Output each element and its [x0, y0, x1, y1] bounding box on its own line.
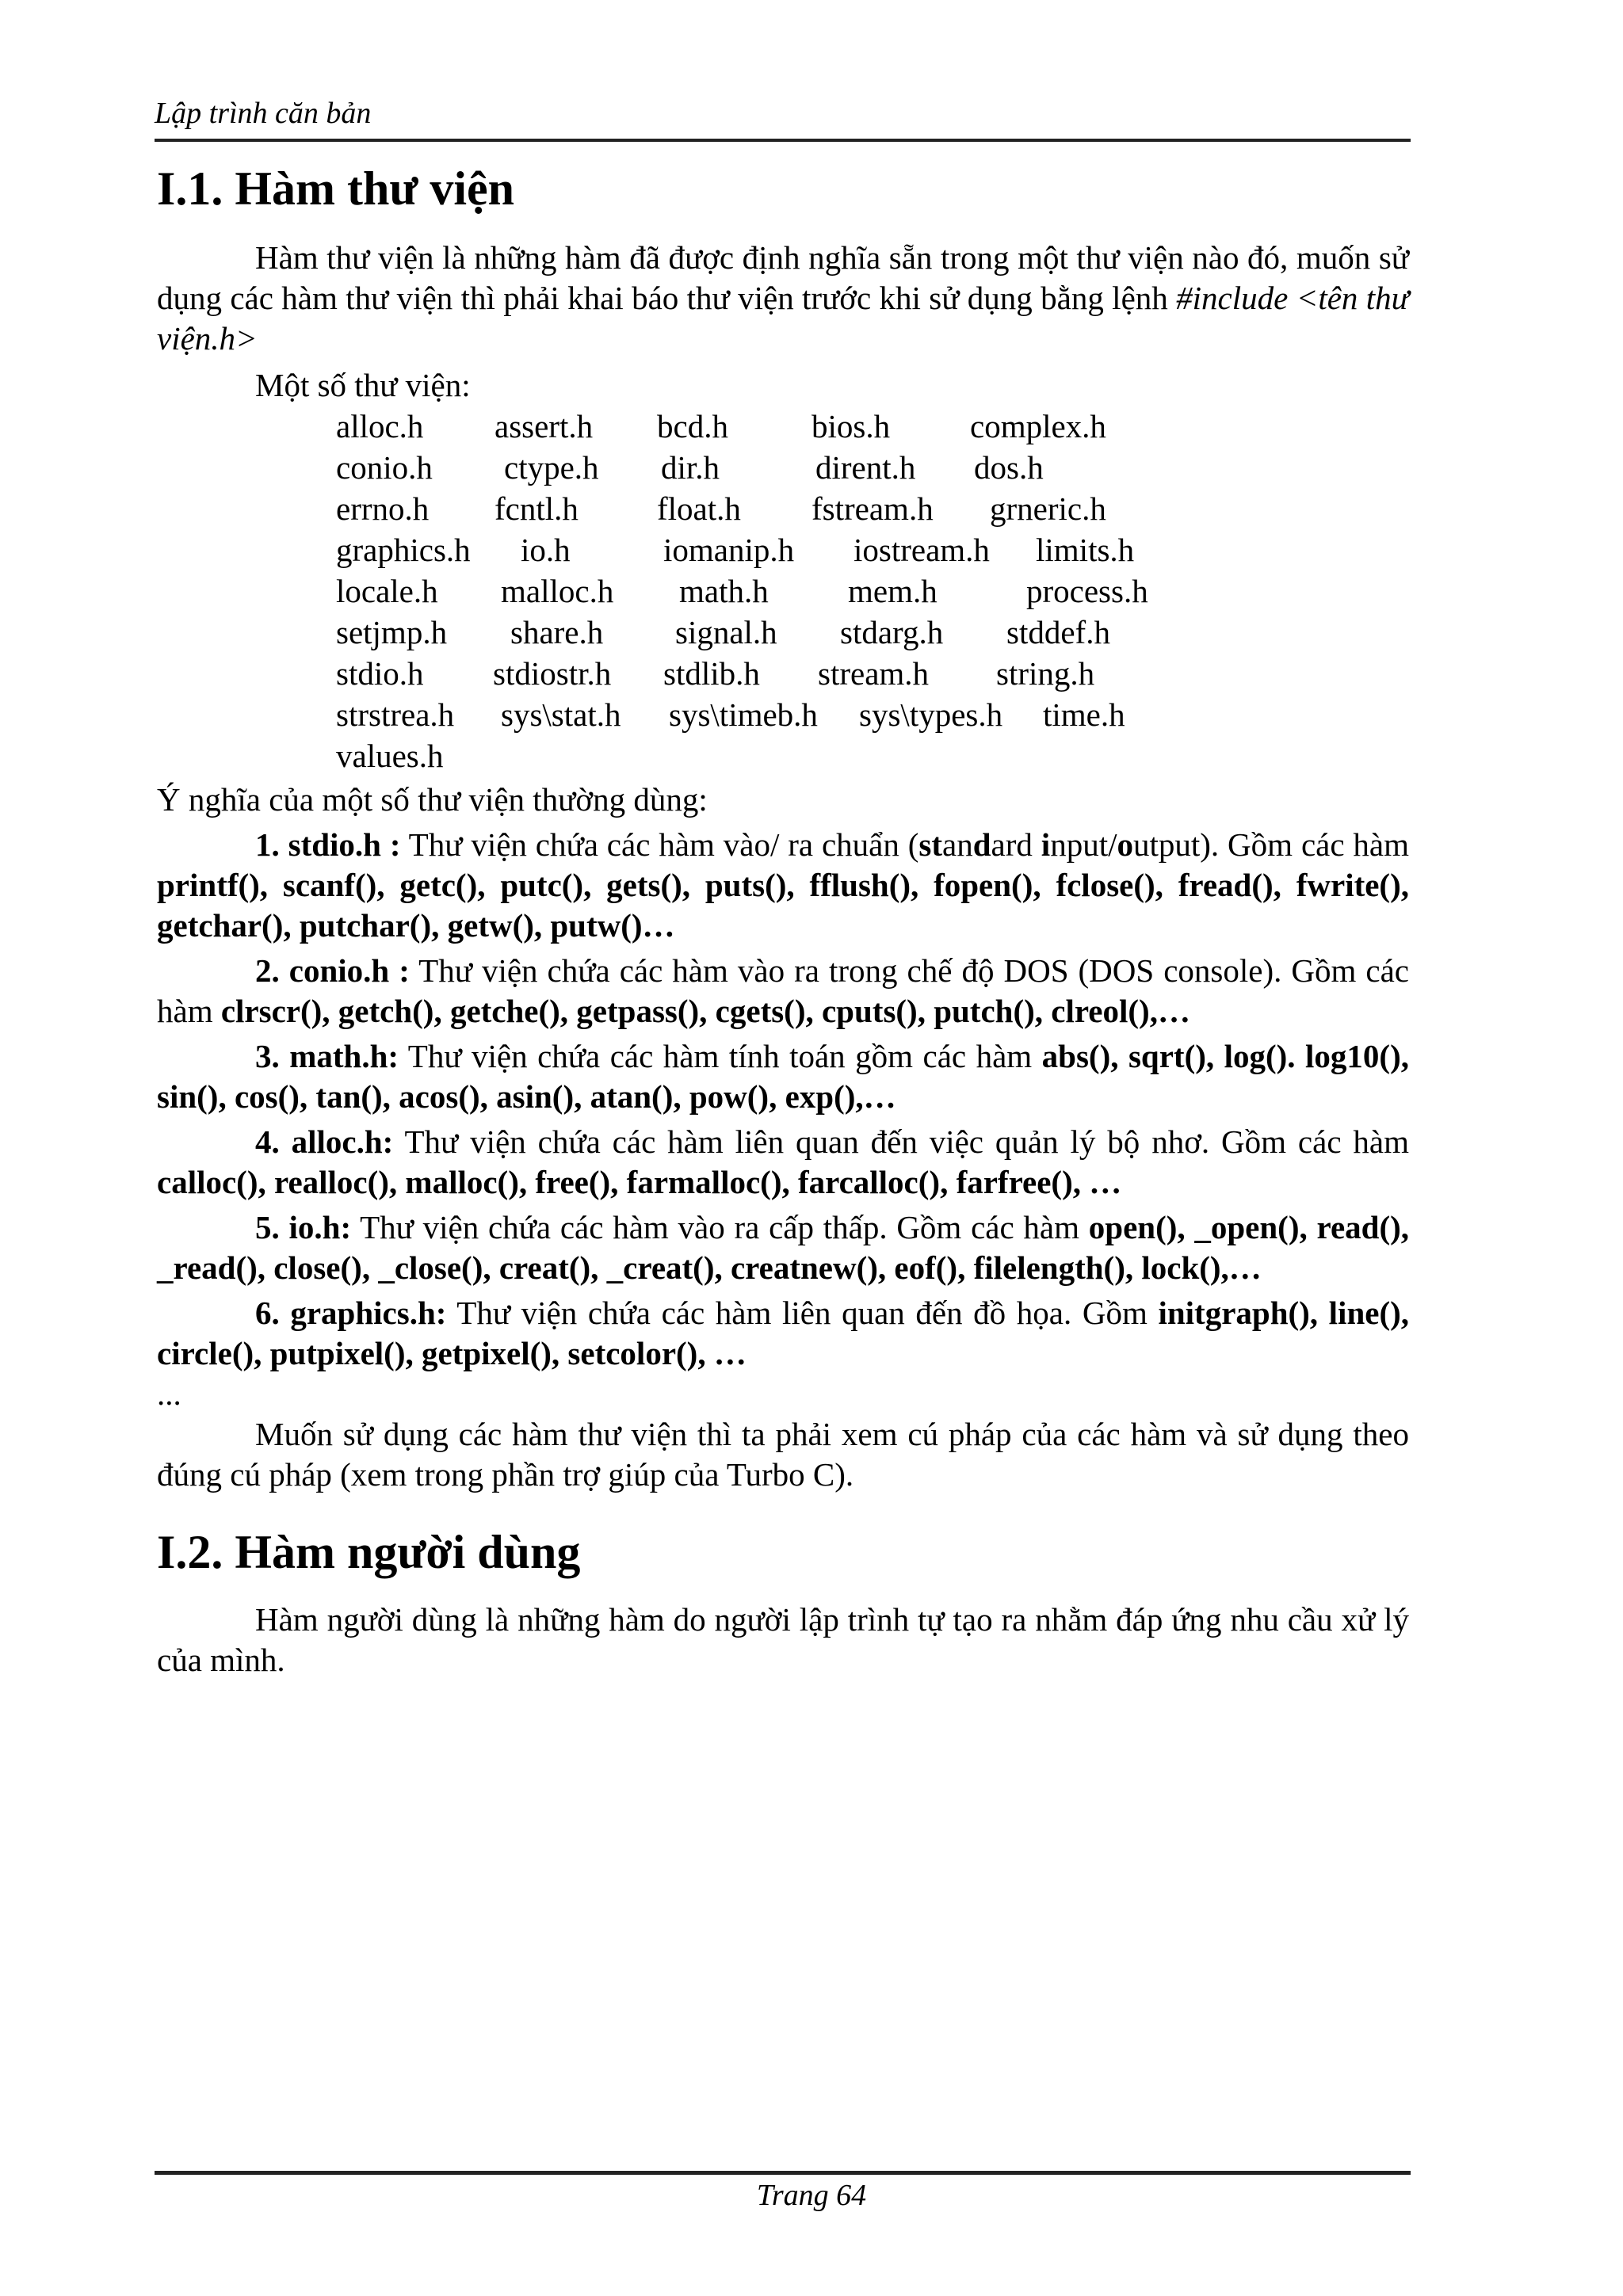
page-content	[157, 157, 1409, 1680]
intro-paragraph	[157, 238, 1409, 359]
ellipsis: ...	[157, 1375, 181, 1412]
library-row	[336, 406, 1409, 447]
footer-rule	[155, 2171, 1411, 2175]
library-name: alloc.h	[336, 408, 424, 444]
item-text: utput). Gồm các hàm	[1132, 826, 1410, 863]
library-name: math.h	[679, 573, 769, 609]
item-emphasis: i	[1041, 826, 1051, 863]
item-head: 6. graphics.h:	[255, 1295, 447, 1331]
library-item-math	[157, 1036, 1409, 1117]
item-head: 2. conio.h :	[255, 952, 410, 989]
item-functions: open(), _open(), read(), _read(), close(), _close(), creat(), _creat(), creatnew(), eof(), filelength(), lock(),…	[157, 1209, 1409, 1286]
library-name: values.h	[336, 738, 444, 774]
library-name: bios.h	[812, 408, 891, 444]
library-name: io.h	[521, 532, 571, 568]
library-name: stdlib.h	[663, 655, 760, 692]
section-heading-1: I.1. Hàm thư viện	[157, 162, 515, 215]
item-head: 1. stdio.h :	[255, 826, 401, 863]
library-name: errno.h	[336, 490, 430, 527]
item-functions: calloc(), realloc(), malloc(), free(), farmalloc(), farcalloc(), farfree(), …	[157, 1164, 1122, 1200]
library-name: dirent.h	[815, 449, 916, 486]
library-name: stddef.h	[1006, 614, 1110, 650]
library-name: stdio.h	[336, 655, 424, 692]
library-name: stdarg.h	[840, 614, 944, 650]
library-name: ctype.h	[504, 449, 599, 486]
item-head: 4. alloc.h:	[255, 1123, 394, 1160]
library-name: locale.h	[336, 573, 438, 609]
item-functions: initgraph(), line(), circle(), putpixel(), getpixel(), setcolor(), …	[157, 1295, 1409, 1371]
library-name: limits.h	[1036, 532, 1135, 568]
library-item-io	[157, 1207, 1409, 1288]
item-emphasis: d	[972, 826, 991, 863]
library-name: sys\stat.h	[501, 696, 621, 733]
user-function-paragraph: Hàm người dùng là những hàm do người lập trình tự tạo ra nhằm đáp ứng nhu cầu xử lý của mình.	[157, 1601, 1409, 1678]
item-text: Thư viện chứa các hàm vào ra cấp thấp. Gồm các hàm	[351, 1209, 1089, 1245]
library-name: stream.h	[818, 655, 930, 692]
library-item-alloc	[157, 1122, 1409, 1203]
item-text: Thư viện chứa các hàm liên quan đến đồ họa. Gồm	[446, 1295, 1159, 1331]
library-row	[336, 653, 1409, 694]
library-name: bcd.h	[657, 408, 728, 444]
item-functions: printf(), scanf(), getc(), putc(), gets(), puts(), fflush(), fopen(), fclose(), fread(), fwrite(), getchar(), putchar(), getw(), putw()…	[157, 867, 1409, 944]
item-text: ard	[991, 826, 1041, 863]
item-text: Thư viện chứa các hàm liên quan đến việc quản lý bộ nhơ. Gồm các hàm	[393, 1123, 1410, 1160]
item-text: Thư viện chứa các hàm vào/ ra chuẩn (	[400, 826, 919, 863]
include-directive: #include <tên thư viện.h>	[157, 280, 1410, 357]
header-rule	[155, 139, 1411, 142]
library-name: share.h	[510, 614, 604, 650]
library-name: mem.h	[848, 573, 938, 609]
library-name: dir.h	[661, 449, 720, 486]
running-header: Lập trình căn bản	[155, 97, 372, 130]
library-name: setjmp.h	[336, 614, 448, 650]
item-functions: clrscr(), getch(), getche(), getpass(), cgets(), cputs(), putch(), clreol(),…	[220, 993, 1190, 1029]
library-name: sys\timeb.h	[669, 696, 818, 733]
library-row	[336, 612, 1409, 653]
library-name: iomanip.h	[663, 532, 795, 568]
item-text: Thư viện chứa các hàm vào ra trong chế độ DOS (DOS console). Gồm các hàm	[157, 952, 1409, 1029]
intro-text: Hàm thư viện là những hàm đã được định nghĩa sẵn trong một thư viện nào đó, muốn sử dụng các hàm thư viện thì phải khai báo thư viện trước khi sử dụng bằng lệnh	[157, 239, 1409, 316]
item-emphasis: o	[1117, 826, 1133, 863]
library-name: conio.h	[336, 449, 433, 486]
library-name: complex.h	[970, 408, 1106, 444]
library-item-stdio	[157, 825, 1409, 946]
library-row	[336, 694, 1409, 735]
section-heading-2: I.2. Hàm người dùng	[157, 1526, 581, 1578]
library-name: grneric.h	[990, 490, 1106, 527]
library-name: time.h	[1043, 696, 1125, 733]
library-name: strstrea.h	[336, 696, 455, 733]
library-item-graphics	[157, 1293, 1409, 1374]
library-name: malloc.h	[501, 573, 614, 609]
library-row	[336, 529, 1409, 570]
item-emphasis: st	[918, 826, 943, 863]
library-row	[336, 735, 1409, 776]
some-libraries-label: Một số thư viện:	[255, 367, 471, 403]
item-text: Thư viện chứa các hàm tính toán gồm các hàm	[399, 1038, 1042, 1074]
library-name: string.h	[996, 655, 1095, 692]
library-name: dos.h	[974, 449, 1044, 486]
meaning-label: Ý nghĩa của một số thư viện thường dùng:	[157, 781, 708, 818]
item-head: 5. io.h:	[255, 1209, 352, 1245]
library-row	[336, 447, 1409, 488]
item-functions: abs(), sqrt(), log(). log10(), sin(), cos(), tan(), acos(), asin(), atan(), pow(), exp(),…	[157, 1038, 1409, 1115]
library-list	[336, 406, 1409, 776]
library-name: sys\types.h	[859, 696, 1003, 733]
library-name: graphics.h	[336, 532, 471, 568]
item-text: nput/	[1050, 826, 1117, 863]
library-name: process.h	[1026, 573, 1148, 609]
library-name: signal.h	[675, 614, 777, 650]
item-text: an	[942, 826, 973, 863]
item-head: 3. math.h:	[255, 1038, 399, 1074]
library-name: iostream.h	[854, 532, 990, 568]
library-row	[336, 488, 1409, 529]
library-name: fcntl.h	[495, 490, 579, 527]
closing-paragraph: Muốn sử dụng các hàm thư viện thì ta phải xem cú pháp của các hàm và sử dụng theo đúng cú pháp (xem trong phần trợ giúp của Turbo C).	[157, 1416, 1409, 1493]
library-row	[336, 570, 1409, 612]
library-name: assert.h	[495, 408, 594, 444]
library-name: stdiostr.h	[493, 655, 612, 692]
library-name: fstream.h	[812, 490, 934, 527]
library-name: float.h	[657, 490, 741, 527]
page-number: Trang 64	[756, 2179, 867, 2212]
library-item-conio	[157, 951, 1409, 1032]
